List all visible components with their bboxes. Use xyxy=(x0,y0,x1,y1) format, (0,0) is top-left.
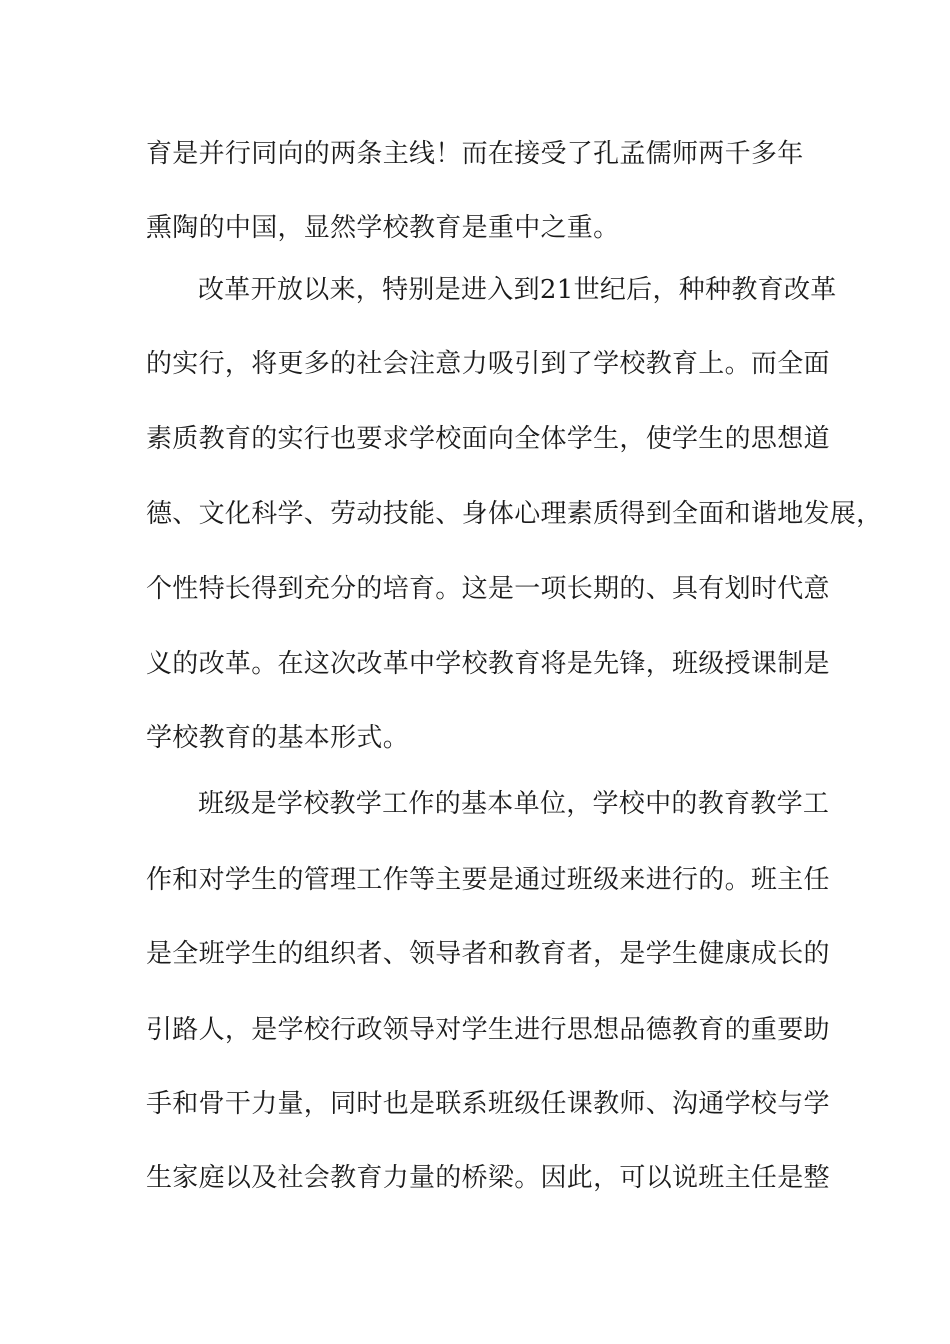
text-line: 生家庭以及社会教育力量的桥梁。因此，可以说班主任是整 xyxy=(146,1163,830,1193)
text-line: 是全班学生的组织者、领导者和教育者，是学生健康成长的 xyxy=(146,939,830,969)
paragraph-start-line: 改革开放以来，特别是进入到21世纪后，种种教育改革 xyxy=(198,275,837,305)
text-line: 作和对学生的管理工作等主要是通过班级来进行的。班主任 xyxy=(146,865,830,895)
text-line: 个性特长得到充分的培育。这是一项长期的、具有划时代意 xyxy=(146,574,830,604)
text-line: 育是并行同向的两条主线！而在接受了孔孟儒师两千多年 xyxy=(146,139,804,169)
text-line: 学校教育的基本形式。 xyxy=(146,723,410,753)
text-line: 引路人，是学校行政领导对学生进行思想品德教育的重要助 xyxy=(146,1015,830,1045)
text-line: 义的改革。在这次改革中学校教育将是先锋，班级授课制是 xyxy=(146,649,830,679)
paragraph-start-line: 班级是学校教学工作的基本单位，学校中的教育教学工 xyxy=(198,789,830,819)
text-line: 素质教育的实行也要求学校面向全体学生，使学生的思想道 xyxy=(146,424,830,454)
text-line: 手和骨干力量，同时也是联系班级任课教师、沟通学校与学 xyxy=(146,1089,830,1119)
text-line: 熏陶的中国，显然学校教育是重中之重。 xyxy=(146,213,620,243)
text-line: 的实行，将更多的社会注意力吸引到了学校教育上。而全面 xyxy=(146,349,830,379)
text-line: 德、文化科学、劳动技能、身体心理素质得到全面和谐地发展， xyxy=(146,499,883,529)
